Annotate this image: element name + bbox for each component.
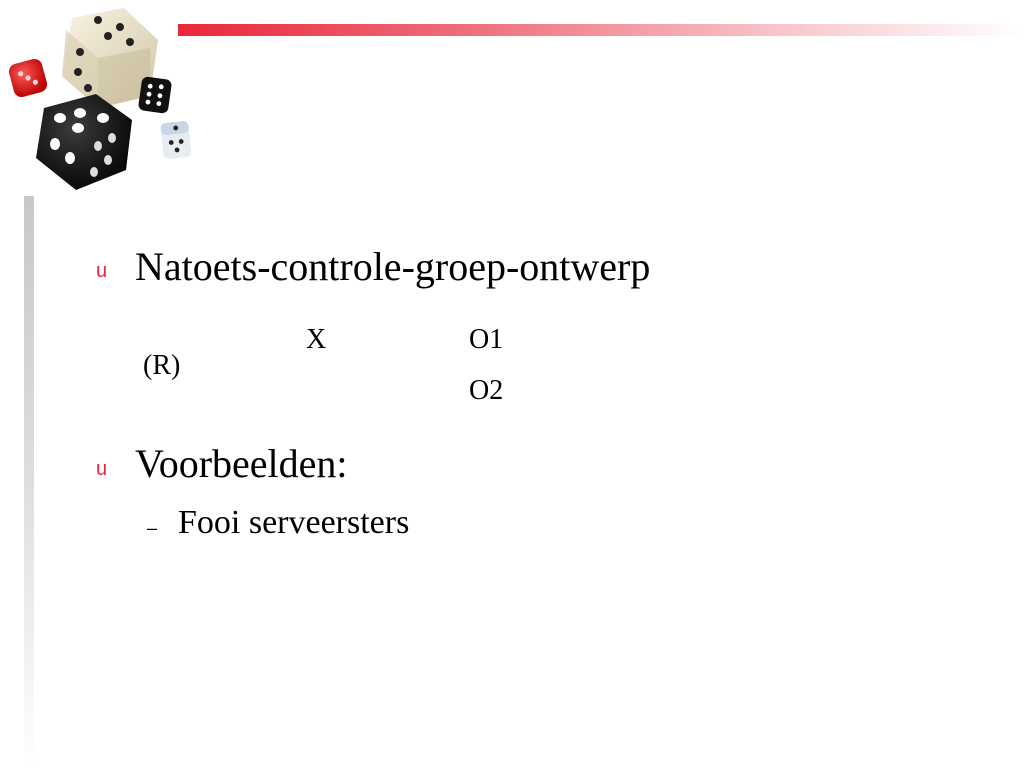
- bullet-marker: u: [96, 260, 108, 282]
- bullet-text-examples: Voorbeelden:: [135, 441, 348, 486]
- header-gradient-bar: [178, 24, 1024, 36]
- sub-bullet-dash: –: [147, 518, 158, 538]
- side-gradient-bar: [24, 196, 34, 768]
- design-x-label: X: [306, 324, 327, 355]
- bullet-marker: u: [96, 458, 108, 480]
- design-o2-label: O2: [469, 375, 504, 406]
- sub-bullet-text: Fooi serveersters: [178, 504, 410, 541]
- bullet-text-design: Natoets-controle-groep-ontwerp: [135, 244, 651, 289]
- design-r-label: (R): [143, 350, 181, 381]
- dice-icon: [0, 0, 200, 200]
- design-o1-label: O1: [469, 324, 504, 355]
